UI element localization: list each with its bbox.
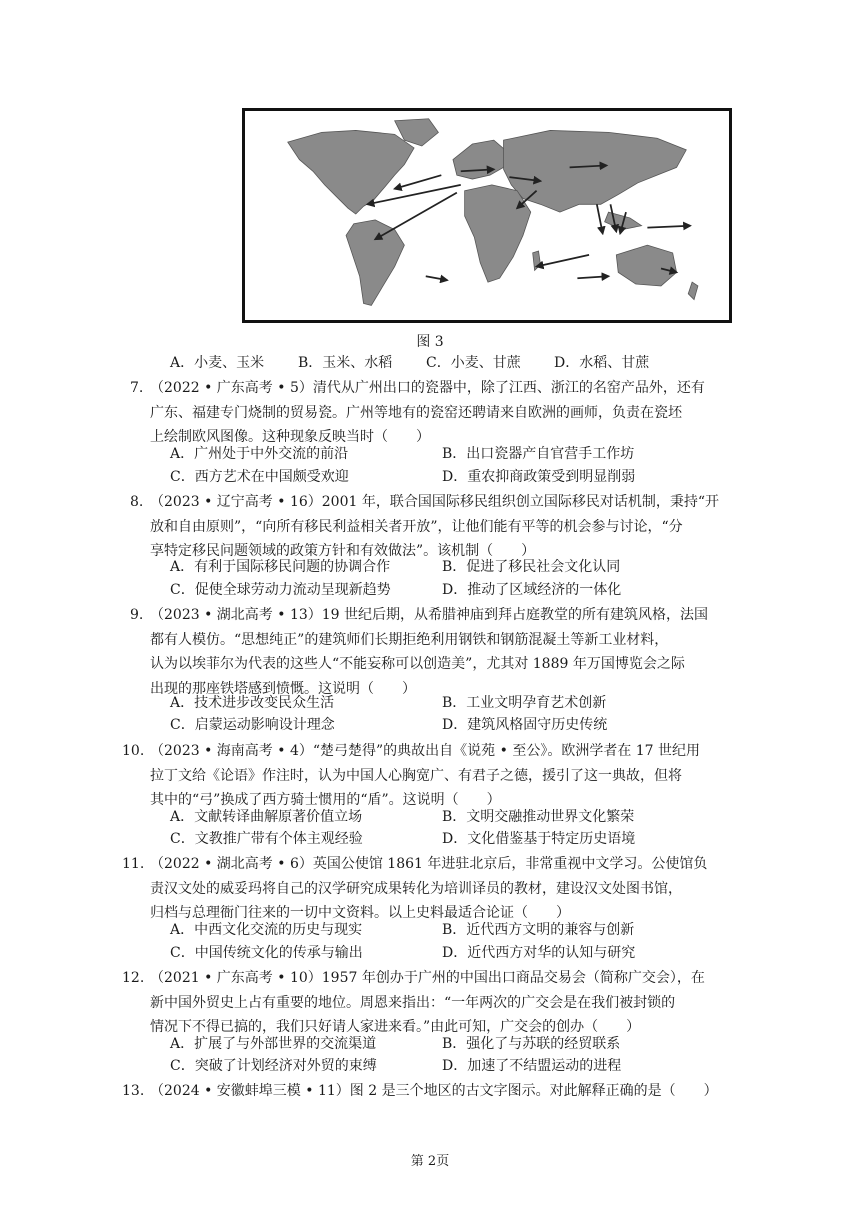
option-b[interactable]: B．工业文明孕育艺术创新	[442, 695, 607, 711]
arrow-south-pacific	[577, 276, 608, 278]
question-9	[130, 603, 736, 701]
question-11	[122, 852, 736, 926]
option-b[interactable]: B．文明交融推动世界文化繁荣	[442, 809, 635, 825]
option-a[interactable]: A．有利于国际移民问题的协调合作	[170, 559, 391, 575]
landmasses	[288, 119, 698, 306]
arrow-south-atlantic	[426, 276, 447, 280]
question-line: （2021 • 广东高考 • 10）1957 年创办于广州的中国出口商品交易会（简称广交会），在	[150, 970, 705, 986]
option-a[interactable]: A．小麦、玉米	[170, 355, 265, 371]
option-a[interactable]: A．扩展了与外部世界的交流渠道	[170, 1036, 377, 1052]
option-c[interactable]: C．启蒙运动影响设计理念	[170, 717, 335, 733]
question-line: （2022 • 广东高考 • 5）清代从广州出口的瓷器中，除了江西、浙江的名窑产品外，还有	[150, 380, 705, 396]
question-number: 12.	[122, 970, 145, 986]
option-a[interactable]: A．技术进步改变民众生活	[170, 695, 335, 711]
arrow-atlantic-north	[395, 175, 442, 189]
page-number: 第 2页	[410, 1154, 450, 1169]
option-b[interactable]: B．强化了与苏联的经贸联系	[442, 1036, 621, 1052]
option-d[interactable]: D．近代西方对华的认知与研究	[442, 945, 636, 961]
arrow-se-asia-1	[597, 204, 603, 233]
option-c[interactable]: C．文教推广带有个体主观经验	[170, 831, 363, 847]
option-b[interactable]: B．近代西方文明的兼容与创新	[442, 922, 635, 938]
option-d[interactable]: D．文化借鉴基于特定历史语境	[442, 831, 636, 847]
option-b[interactable]: B．促进了移民社会文化认同	[442, 559, 621, 575]
question-line: 上绘制欧风图像。这种现象反映当时（ ）	[150, 429, 430, 445]
question-13	[122, 1079, 736, 1104]
europe-land	[453, 140, 507, 179]
option-d[interactable]: D．重农抑商政策受到明显削弱	[442, 469, 636, 485]
world-map-figure	[242, 108, 732, 323]
question-line: （2023 • 辽宁高考 • 16）2001 年，联合国国际移民组织创立国际移民对话机制，秉持“开	[150, 494, 719, 510]
question-line: （2023 • 海南高考 • 4）“楚弓楚得”的典故出自《说苑 • 至公》。欧洲学者在 17 世纪用	[150, 743, 701, 759]
question-number: 11.	[122, 856, 145, 872]
africa-land	[465, 185, 531, 282]
question-line: 放和自由原则”，“向所有移民利益相关者开放”，让他们能有平等的机会参与讨论，“分	[150, 518, 683, 535]
question-8	[130, 490, 736, 564]
option-d[interactable]: D．建筑风格固守历史传统	[442, 717, 608, 733]
question-7	[130, 376, 736, 450]
question-line: 广东、福建专门烧制的贸易瓷。广州等地有的瓷窑还聘请来自欧洲的画师，负责在瓷坯	[150, 404, 682, 421]
option-c[interactable]: C．促使全球劳动力流动呈现新趋势	[170, 582, 391, 598]
world-map-svg	[245, 111, 729, 320]
q6-options	[170, 352, 649, 374]
question-line: （2023 • 湖北高考 • 13）19 世纪后期，从希腊神庙到拜占庭教堂的所有建筑风格，法国	[150, 607, 709, 623]
south-america-land	[346, 220, 404, 306]
australia-land	[616, 245, 676, 286]
option-c[interactable]: C．突破了计划经济对外贸的束缚	[170, 1058, 377, 1074]
option-c[interactable]: C．小麦、甘蔗	[426, 355, 521, 371]
question-number: 8.	[130, 494, 144, 510]
arrow-to-pacific	[647, 226, 690, 228]
question-line: 新中国外贸史上占有重要的地位。周恩来指出：“一年两次的广交会是在我们被封锁的	[150, 994, 676, 1011]
question-line: 拉丁文给《论语》作注时，认为中国人心胸宽广、有君子之德，援引了这一典故，但将	[150, 767, 682, 784]
question-line: 责汉文处的威妥玛将自己的汉学研究成果转化为培训译员的教材，建设汉文处图书馆，	[150, 880, 682, 897]
question-line: 出现的那座铁塔感到愤慨。这说明（ ）	[150, 680, 416, 697]
question-line: （2024 • 安徽蚌埠三模 • 11）图 2 是三个地区的古文字图示。对此解释正确的是（ ）	[150, 1083, 718, 1099]
question-line: （2022 • 湖北高考 • 6）英国公使馆 1861 年进驻北京后，非常重视中文学习。公使馆负	[150, 856, 708, 872]
option-d[interactable]: D．水稻、甘蔗	[554, 355, 650, 371]
option-b[interactable]: B．出口瓷器产自官营手工作坊	[442, 446, 635, 462]
figure-caption: 图 3	[416, 334, 444, 350]
question-12	[122, 966, 736, 1040]
madagascar-land	[533, 251, 541, 270]
question-number: 10.	[122, 743, 145, 759]
new-zealand-land	[688, 282, 698, 299]
option-d[interactable]: D．推动了区域经济的一体化	[442, 582, 622, 598]
question-number: 13.	[122, 1083, 145, 1099]
question-line: 认为以埃菲尔为代表的这些人“不能妄称可以创造美”，尤其对 1889 年万国博览会之际	[150, 656, 685, 672]
question-line: 归档与总理衙门往来的一切中文资料。以上史料最适合论证（ ）	[150, 905, 570, 921]
question-number: 9.	[130, 607, 144, 623]
question-10	[122, 739, 736, 813]
option-a[interactable]: A．广州处于中外交流的前沿	[170, 446, 349, 462]
question-line: 都有人模仿。“思想纯正”的建筑师们长期拒绝利用钢铁和钢筋混凝土等新工业材料，	[150, 631, 669, 648]
question-line: 其中的“弓”换成了西方骑士惯用的“盾”。这说明（ ）	[150, 792, 501, 808]
asia-land	[504, 130, 687, 212]
arrow-indian-ocean	[537, 255, 589, 267]
question-line: 情况下不得已搞的，我们只好请人家进来看。”由此可知，广交会的创办（ ）	[150, 1019, 641, 1035]
option-b[interactable]: B．玉米、水稻	[298, 355, 393, 371]
option-d[interactable]: D．加速了不结盟运动的进程	[442, 1058, 622, 1074]
question-number: 7.	[130, 380, 144, 396]
option-c[interactable]: C．中国传统文化的传承与输出	[170, 945, 363, 961]
option-a[interactable]: A．中西文化交流的历史与现实	[170, 922, 363, 938]
question-line: 享特定移民问题领域的政策方针和有效做法”。该机制（ ）	[150, 543, 536, 559]
north-america-land	[288, 130, 414, 214]
option-c[interactable]: C．西方艺术在中国颇受欢迎	[170, 469, 349, 485]
option-a[interactable]: A．文献转译曲解原著价值立场	[170, 809, 363, 825]
